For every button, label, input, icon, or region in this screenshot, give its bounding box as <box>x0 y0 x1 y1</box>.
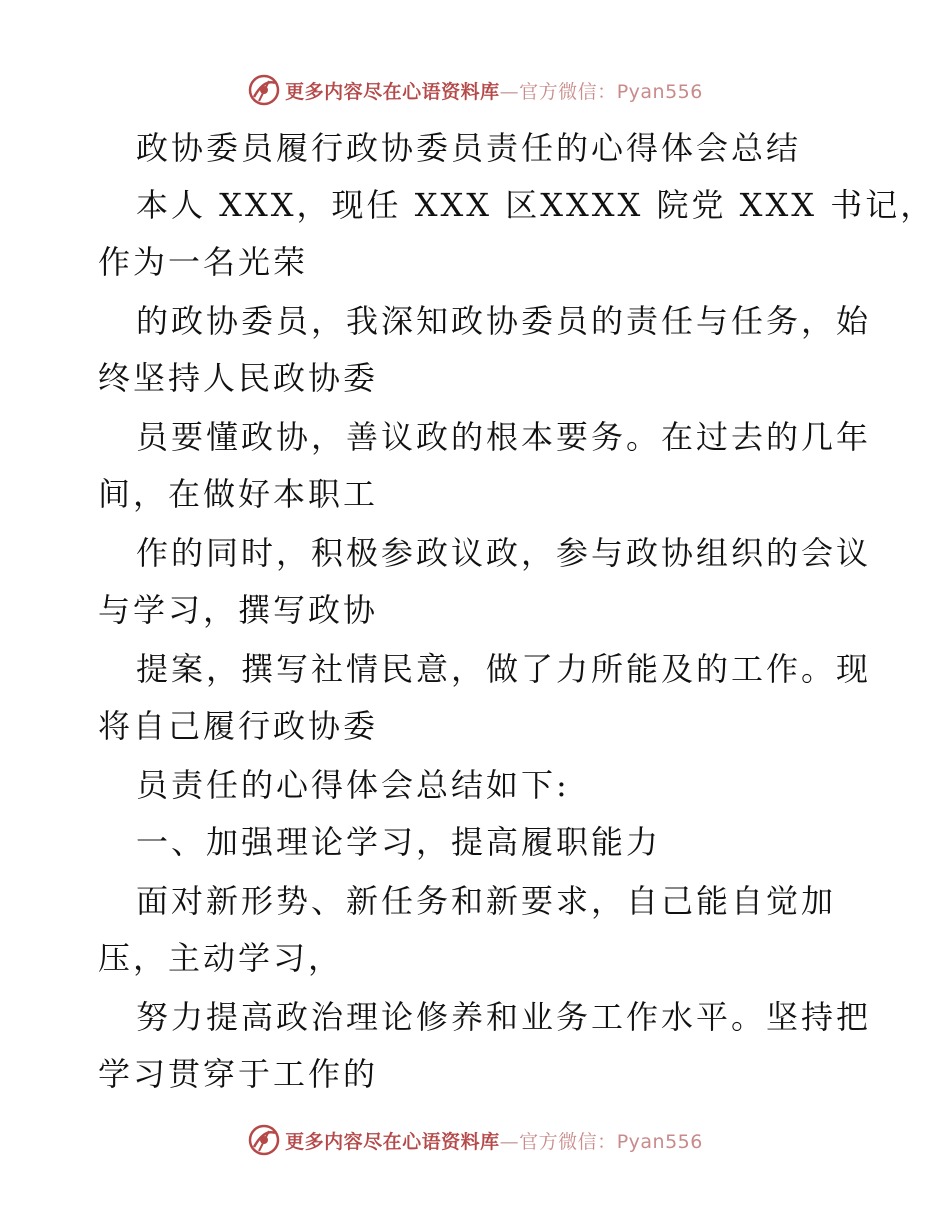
paragraph-line: 学习贯穿于工作的 <box>98 1055 379 1093</box>
paragraph-line: 间，在做好本职工 <box>98 475 379 513</box>
banner-wechat-id: Pyan556 <box>616 80 703 103</box>
banner-separator: — <box>499 1130 520 1153</box>
banner-text <box>285 77 703 104</box>
banner-separator: — <box>499 80 520 103</box>
paragraph-line: 提案，撰写社情民意，做了力所能及的工作。现 <box>136 650 872 688</box>
paragraph-line: 压，主动学习， <box>98 939 344 977</box>
banner-brand: 更多内容尽在心语资料库 <box>285 80 500 103</box>
paragraph-line: 作的同时，积极参政议政，参与政协组织的会议 <box>136 534 872 572</box>
section-heading: 一、加强理论学习，提高履职能力 <box>136 823 662 861</box>
paragraph-line: 作为一名光荣 <box>98 243 309 281</box>
document-title: 政协委员履行政协委员责任的心得体会总结 <box>136 129 802 167</box>
paragraph-line: 员责任的心得体会总结如下: <box>136 766 570 804</box>
paragraph-line: 的政协委员，我深知政协委员的责任与任务，始 <box>136 302 872 340</box>
logo-icon <box>247 73 281 107</box>
logo-icon <box>247 1123 281 1157</box>
header-banner <box>0 70 950 110</box>
banner-text <box>285 1127 703 1154</box>
paragraph-line: 本人 XXX，现任 XXX 区XXXX 院党 XXX 书记， <box>136 186 936 224</box>
paragraph-line: 与学习，撰写政协 <box>98 591 379 629</box>
paragraph-line: 将自己履行政协委 <box>98 707 379 745</box>
banner-wechat-label: 官方微信： <box>519 80 617 103</box>
paragraph-line: 面对新形势、新任务和新要求，自己能自觉加 <box>136 882 837 920</box>
banner-wechat-label: 官方微信： <box>519 1130 617 1153</box>
banner-wechat-id: Pyan556 <box>616 1130 703 1153</box>
paragraph-line: 员要懂政协，善议政的根本要务。在过去的几年 <box>136 418 872 456</box>
footer-banner <box>0 1120 950 1160</box>
paragraph-line: 终坚持人民政协委 <box>98 359 379 397</box>
banner-brand: 更多内容尽在心语资料库 <box>285 1130 500 1153</box>
paragraph-line: 努力提高政治理论修养和业务工作水平。坚持把 <box>136 998 872 1036</box>
